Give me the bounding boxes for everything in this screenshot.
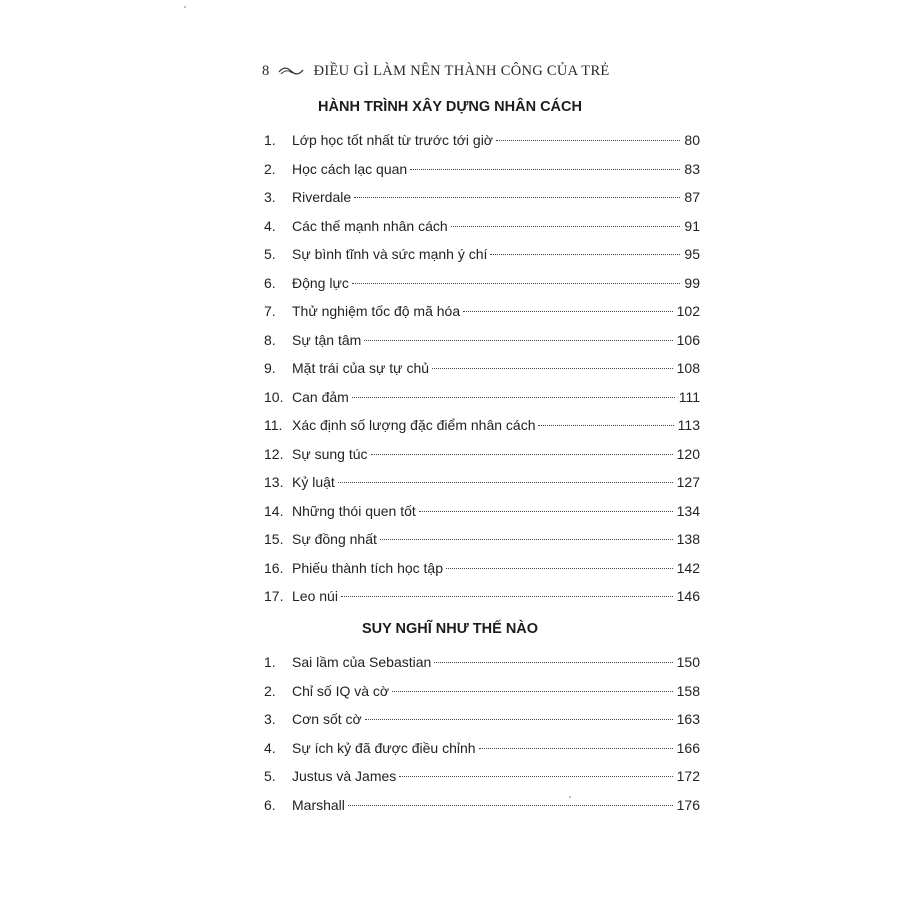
toc-entry [264, 155, 700, 184]
page-number: 8 [262, 62, 270, 79]
toc-list [264, 126, 700, 611]
entry-number: 6. [264, 274, 276, 291]
entry-number: 7. [264, 303, 276, 319]
entry-title: Các thế mạnh nhân cách [292, 217, 448, 234]
entry-number: 14. [264, 502, 284, 519]
entry-number: 11. [264, 417, 283, 433]
dot-leader [410, 168, 680, 170]
entry-title: Học cách lạc quan [292, 160, 408, 177]
entry-number: 16. [264, 559, 284, 576]
toc-entry [264, 440, 700, 469]
toc-entry [264, 240, 700, 269]
toc-entry [264, 497, 700, 526]
entry-number: 13. [264, 474, 284, 490]
entry-page-number: 172 [676, 768, 700, 784]
entry-number: 2. [264, 160, 276, 177]
entry-number: 2. [264, 682, 276, 699]
entry-page-number: 150 [676, 654, 700, 670]
toc-entry [264, 791, 700, 820]
toc-entry [264, 212, 700, 241]
entry-number: 8. [264, 331, 276, 348]
toc-entry [264, 705, 700, 734]
dot-leader [380, 538, 673, 540]
toc-entry [264, 383, 700, 412]
toc-entry [264, 677, 700, 706]
entry-title: Lớp học tốt nhất từ trước tới giờ [292, 132, 493, 148]
entry-title: Kỷ luật [292, 474, 335, 490]
dot-leader [352, 282, 681, 284]
entry-page-number: 158 [676, 682, 700, 699]
entry-title: Can đảm [292, 388, 349, 405]
toc-entry [264, 326, 700, 355]
section-title: HÀNH TRÌNH XÂY DỰNG NHÂN CÁCH [318, 99, 582, 115]
entry-page-number: 111 [678, 388, 700, 405]
toc-entry [264, 126, 700, 155]
toc-entry [264, 525, 700, 554]
entry-title: Chỉ số IQ và cờ [292, 682, 390, 699]
entry-page-number: 134 [676, 502, 700, 519]
dot-leader [446, 567, 673, 569]
dot-leader [365, 718, 673, 720]
entry-page-number: 99 [684, 274, 700, 291]
book-title: ĐIỀU GÌ LÀM NÊN THÀNH CÔNG CỦA TRẺ [313, 62, 610, 79]
dot-leader [392, 690, 673, 692]
entry-title: Sự bình tĩnh và sức mạnh ý chí [292, 246, 488, 262]
entry-page-number: 102 [676, 303, 700, 319]
entry-number: 3. [264, 189, 276, 205]
dot-leader [348, 804, 673, 806]
entry-number: 3. [264, 711, 276, 727]
toc-entry [264, 411, 700, 440]
toc-entry [264, 183, 700, 212]
entry-page-number: 120 [676, 445, 700, 462]
dot-leader [432, 367, 673, 369]
entry-page-number: 108 [676, 360, 700, 376]
dot-leader [490, 253, 680, 255]
dot-leader [479, 747, 673, 749]
entry-title: Sự ích kỷ đã được điều chỉnh [292, 739, 476, 756]
entry-title: Những thói quen tốt [292, 502, 416, 519]
entry-title: Xác định số lượng đặc điểm nhân cách [292, 417, 536, 433]
entry-title: Sai lầm của Sebastian [292, 654, 432, 670]
entry-title: Động lực [292, 274, 349, 291]
entry-page-number: 142 [676, 559, 700, 576]
entry-number: 1. [264, 132, 276, 148]
entry-number: 15. [264, 531, 284, 547]
entry-page-number: 113 [677, 417, 700, 433]
entry-title: Justus và James [292, 768, 397, 784]
entry-title: Cơn sốt cờ [292, 711, 362, 727]
dot-leader [399, 775, 672, 777]
entry-title: Leo núi [292, 588, 338, 604]
entry-title: Sự đồng nhất [292, 531, 377, 547]
entry-title: Marshall [292, 796, 345, 813]
entry-page-number: 87 [684, 189, 700, 205]
dot-leader [463, 310, 673, 312]
dot-leader [364, 339, 672, 341]
dot-leader [451, 225, 681, 227]
entry-number: 4. [264, 217, 276, 234]
entry-number: 17. [264, 588, 284, 604]
entry-page-number: 80 [684, 132, 700, 148]
entry-number: 5. [264, 768, 276, 784]
section-title: SUY NGHĨ NHƯ THẾ NÀO [361, 621, 539, 637]
toc-entry [264, 648, 700, 677]
entry-page-number: 163 [676, 711, 700, 727]
entry-page-number: 127 [676, 474, 700, 490]
entry-page-number: 106 [676, 331, 700, 348]
toc-entry [264, 297, 700, 326]
entry-page-number: 176 [676, 796, 700, 813]
entry-number: 9. [264, 360, 276, 376]
toc-entry [264, 269, 700, 298]
entry-number: 1. [264, 654, 276, 670]
scan-speck [184, 6, 186, 8]
toc-entry [264, 354, 700, 383]
dot-leader [354, 196, 680, 198]
toc-list [264, 648, 700, 819]
entry-page-number: 166 [676, 739, 700, 756]
entry-title: Thử nghiệm tốc độ mã hóa [292, 303, 461, 319]
entry-title: Phiếu thành tích học tập [292, 559, 443, 576]
entry-page-number: 91 [684, 217, 700, 234]
dot-leader [371, 453, 673, 455]
entry-number: 5. [264, 246, 276, 262]
toc-entry [264, 582, 700, 611]
entry-number: 10. [264, 388, 284, 405]
dot-leader [338, 481, 673, 483]
entry-number: 4. [264, 739, 276, 756]
entry-title: Sự tận tâm [292, 331, 362, 348]
dot-leader [496, 139, 680, 141]
entry-title: Sự sung túc [292, 445, 368, 462]
entry-page-number: 95 [684, 246, 700, 262]
running-header [262, 60, 610, 82]
ornament-swirl-icon [278, 66, 304, 76]
dot-leader [434, 661, 672, 663]
toc-entry [264, 468, 700, 497]
entry-title: Mặt trái của sự tự chủ [292, 360, 430, 376]
entry-page-number: 146 [676, 588, 700, 604]
toc-entry [264, 762, 700, 791]
dot-leader [341, 595, 673, 597]
entry-page-number: 138 [676, 531, 700, 547]
toc-entry [264, 554, 700, 583]
dot-leader [352, 396, 675, 398]
dot-leader [419, 510, 673, 512]
entry-page-number: 83 [684, 160, 700, 177]
entry-number: 6. [264, 796, 276, 813]
toc-entry [264, 734, 700, 763]
entry-number: 12. [264, 445, 284, 462]
entry-title: Riverdale [292, 189, 352, 205]
dot-leader [538, 424, 673, 426]
